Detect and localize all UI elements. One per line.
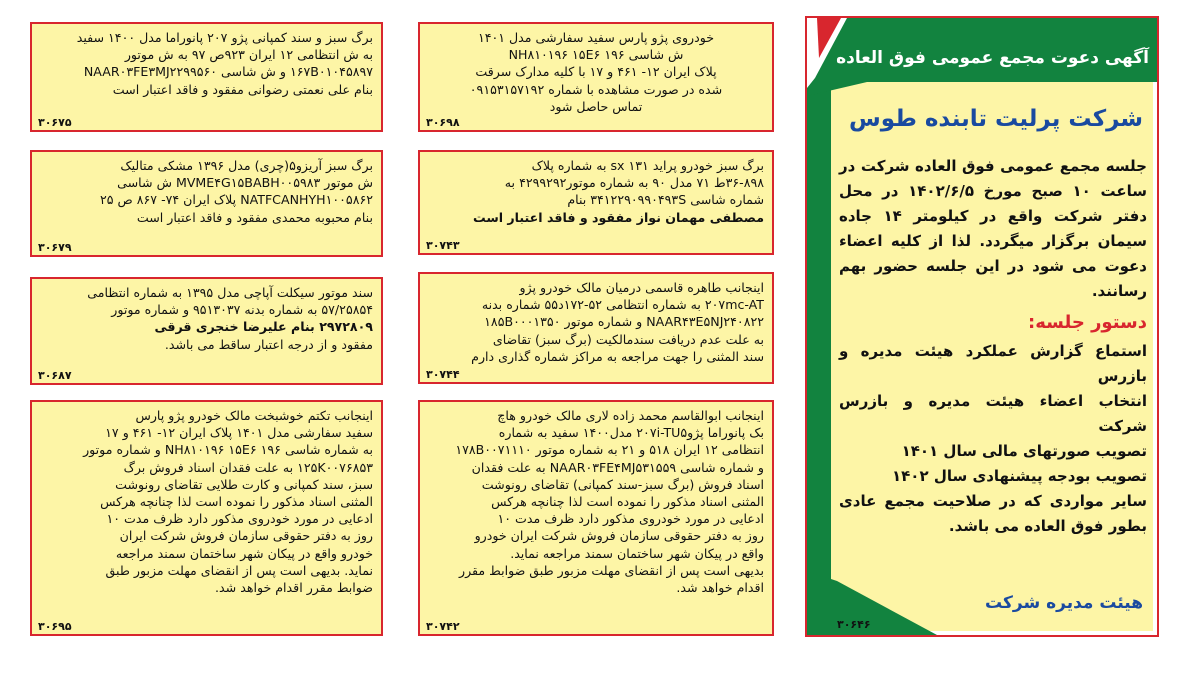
general-assembly-notice: [805, 16, 1159, 637]
ad-line: واقع در پیکان شهر ساختمان سمند مراجعه نماید.: [510, 545, 764, 561]
notice-header-banner: [807, 18, 1157, 98]
ad-line: اقدام خواهد شد.: [676, 580, 764, 596]
ad-line: خودروی پژو پارس سفید سفارشی مدل ۱۴۰۱: [477, 30, 715, 45]
agenda-item: تصویب صورتهای مالی سال ۱۴۰۱: [901, 442, 1147, 460]
notice-number: ۳۰۶۴۶: [837, 618, 871, 631]
agenda-item: انتخاب اعضاء هیئت مدیره و بازرس شرکت: [839, 392, 1147, 435]
ad-line: پلاک ایران ۱۲- ۴۶۱ و ۱۷ با کلیه مدارک سرقت: [475, 64, 717, 80]
ad-line: به شماره شاسی ۱۹۶ NH۸۱۰۱۹۶ ۱۵E۶ و شماره موتور: [83, 442, 373, 458]
agenda-item: سایر مواردی که در صلاحیت مجمع عادی بطور فوق العاده می باشد.: [839, 492, 1147, 535]
ad-line: ش موتور MVME۴G۱۵BABH۰۰۵۹۸۳ ش شاسی: [117, 175, 373, 191]
ad-lost-motorcycle-document: [30, 277, 383, 385]
agenda-list: [839, 339, 1147, 539]
ad-line: NATFCANHYH۱۰۰۵۸۶۲ پلاک ایران ۷۴- ۸۶۷ ص ۲۵: [100, 192, 373, 208]
ad-line: المثنی اسناد مذکور را نموده است لذا چنانچه هرکس: [100, 494, 373, 510]
ad-line: ۱۲۵K۰۰۷۶۸۵۳ به علت فقدان اسناد فروش برگ: [123, 459, 373, 475]
ad-line: تماس حاصل شود: [549, 98, 643, 114]
ad-line: شماره شاسی ۳۴۱۲۲۹۰۹۹۰۴۹۳S بنام: [567, 192, 764, 208]
ad-line: ادعایی در مورد خودروی مذکور دارد ظرف مدت ۱۰: [106, 511, 373, 527]
ad-number: ۳۰۷۴۴: [426, 368, 460, 381]
ad-line: به ش انتظامی ۱۲ ایران ۹۲۳ص ۹۷ به ش موتور: [124, 47, 373, 63]
ad-number: ۳۰۶۷۹: [38, 241, 72, 254]
ad-line: انتظامی ۱۲ ایران ۵۱۸ و ۲۱ به شماره موتور ۱۷۸B۰۰۷۱۱۱۰: [455, 442, 764, 458]
ad-line: اینجانب طاهره قاسمی درمیان مالک خودرو پژو: [519, 280, 764, 295]
notice-signature: هیئت مدیره شرکت: [984, 593, 1143, 613]
ad-line: ۳۶-۸۹۸ط ۷۱ مدل ۹۰ به شماره موتور۴۲۹۹۲۹۲ به: [504, 175, 764, 191]
ad-line: روز به دفتر حقوقی سازمان فروش شرکت ایران خودرو: [474, 528, 764, 544]
ad-line: ۲۹۷۲۸۰۹ بنام علیرضا خنجری قرقی: [154, 319, 373, 335]
ad-line: برگ سبز آریزو۵(چری) مدل ۱۳۹۶ مشکی متالیک: [120, 158, 373, 173]
ad-lost-green-card-pride: [418, 150, 774, 255]
ad-line: NAAR۴۳E۵NJ۲۴۰۸۲۲ و شماره موتور ۱۸۵B۰۰۰۱۳۵۰: [484, 314, 764, 330]
company-name: شرکت پرلیت تابنده طوس: [849, 106, 1143, 132]
ad-line: اینجانب ابوالقاسم محمد زاده لاری مالک خودرو هاچ: [497, 408, 764, 423]
ad-number: ۳۰۶۹۵: [38, 620, 72, 633]
ad-line: بک پانوراما پژو۲۰۷i-TU۵ مدل۱۴۰۰ سفید به شماره: [498, 425, 764, 441]
ad-line: اینجانب تکتم خوشبخت مالک خودرو پژو پارس: [135, 408, 373, 423]
ad-lost-green-card-peugeot: [30, 22, 383, 132]
ad-line: ۲۰۷mc-AT به شماره انتظامی ۵۲-۱۷۲د۵۵ شماره بدنه: [481, 297, 764, 313]
ad-lost-green-card-arrizo: [30, 150, 383, 257]
ad-line: برگ سبز خودرو پراید ۱۳۱ sx به شماره پلاک: [531, 158, 764, 173]
ad-duplicate-document-request: [418, 272, 774, 384]
ad-line: ضوابط مقرر اقدام خواهد شد.: [215, 580, 373, 596]
ad-lost-sales-documents-2: [30, 400, 383, 636]
ad-line: سبز، سند کمپانی و کارت طلایی تقاضای رونوشت: [115, 476, 373, 492]
ad-line: مصطفی مهمان نواز مفقود و فاقد اعتبار است: [472, 209, 764, 225]
ad-line: خودرو واقع در پیکان شهر ساختمان سمند مراجعه: [115, 545, 373, 561]
notice-body: [839, 154, 1147, 539]
notice-body-text: جلسه مجمع عمومی فوق العاده شرکت در ساعت ۱۰ صبح مورخ ۱۴۰۲/۶/۵ در محل دفتر شرکت واقع در کیلومتر ۱۴ جاده سیمان برگزار میگردد. لذا از کلیه اعضاء دعوت می شود در این جلسه حضور بهم رسانند.: [839, 157, 1148, 300]
ad-line: المثنی اسناد مذکور را نموده است لذا چنانچه هرکس: [491, 494, 764, 510]
ad-line: بدیهی است پس از انقضای مهلت مزبور طبق ضوابط مقرر: [458, 562, 764, 578]
ad-line: اسناد فروش (برگ سبز-سند کمپانی) تقاضای رونوشت: [481, 476, 764, 492]
notice-header-title: آگهی دعوت مجمع عمومی فوق العاده: [836, 48, 1149, 68]
ad-line: ادعایی در مورد خودروی مذکور دارد ظرف مدت ۱۰: [497, 511, 764, 527]
ad-number: ۳۰۷۴۲: [426, 620, 460, 633]
ad-line: ۱۶۷B۰۱۰۴۵۸۹۷ و ش شاسی NAAR۰۳FE۳MJ۲۲۹۹۵۶۰: [83, 64, 373, 80]
ad-line: روز به دفتر حقوقی سازمان فروش شرکت ایران: [119, 528, 373, 544]
ad-line: ۵۷/۲۵۸۵۴ به شماره بدنه ۹۵۱۳۰۳۷ و شماره موتور: [111, 302, 373, 318]
ad-number: ۳۰۷۴۳: [426, 239, 460, 252]
ad-line: سند المثنی را جهت مراجعه به مراکز شماره گذاری دارم: [471, 348, 764, 364]
notice-green-strip: [807, 18, 831, 635]
ad-line: مفقود و از درجه اعتبار ساقط می باشد.: [164, 336, 373, 352]
ad-stolen-car: [418, 22, 774, 132]
ad-line: و شماره شاسی NAAR۰۳FE۴MJ۵۳۱۵۵۹ به علت فقدان: [471, 459, 764, 475]
ad-line: سند موتور سیکلت آپاچی مدل ۱۳۹۵ به شماره انتظامی: [87, 285, 373, 300]
agenda-title: دستور جلسه:: [1028, 312, 1147, 333]
ad-number: ۳۰۶۷۵: [38, 116, 72, 129]
ad-line: برگ سبز و سند کمپانی پژو ۲۰۷ پانوراما مدل ۱۴۰۰ سفید: [76, 30, 373, 45]
ad-line: سفید سفارشی مدل ۱۴۰۱ پلاک ایران ۱۲- ۴۶۱ و ۱۷: [105, 425, 373, 441]
ad-line: بنام محبوبه محمدی مفقود و فاقد اعتبار است: [136, 209, 373, 225]
ad-line: ش شاسی ۱۹۶ NH۸۱۰۱۹۶ ۱۵E۶: [508, 47, 684, 63]
ad-number: ۳۰۶۹۸: [426, 116, 460, 129]
ad-line: نماید. بدیهی است پس از انقضای مهلت مزبور طبق: [105, 562, 373, 578]
agenda-item: تصویب بودجه پیشنهادی سال ۱۴۰۲: [891, 467, 1147, 485]
ad-line: به علت عدم دریافت سندمالکیت (برگ سبز) تقاضای: [492, 331, 764, 347]
agenda-item: استماع گزارش عملکرد هیئت مدیره و بازرس: [839, 342, 1147, 385]
ad-number: ۳۰۶۸۷: [38, 369, 72, 382]
ad-lost-sales-documents-1: [418, 400, 774, 636]
notice-bottom-decoration: [807, 571, 937, 635]
ad-line: شده در صورت مشاهده با شماره ۰۹۱۵۳۱۵۷۱۹۲: [469, 81, 723, 97]
ad-line: بنام علی نعمتی رضوانی مفقود و فاقد اعتبار است: [112, 81, 373, 97]
